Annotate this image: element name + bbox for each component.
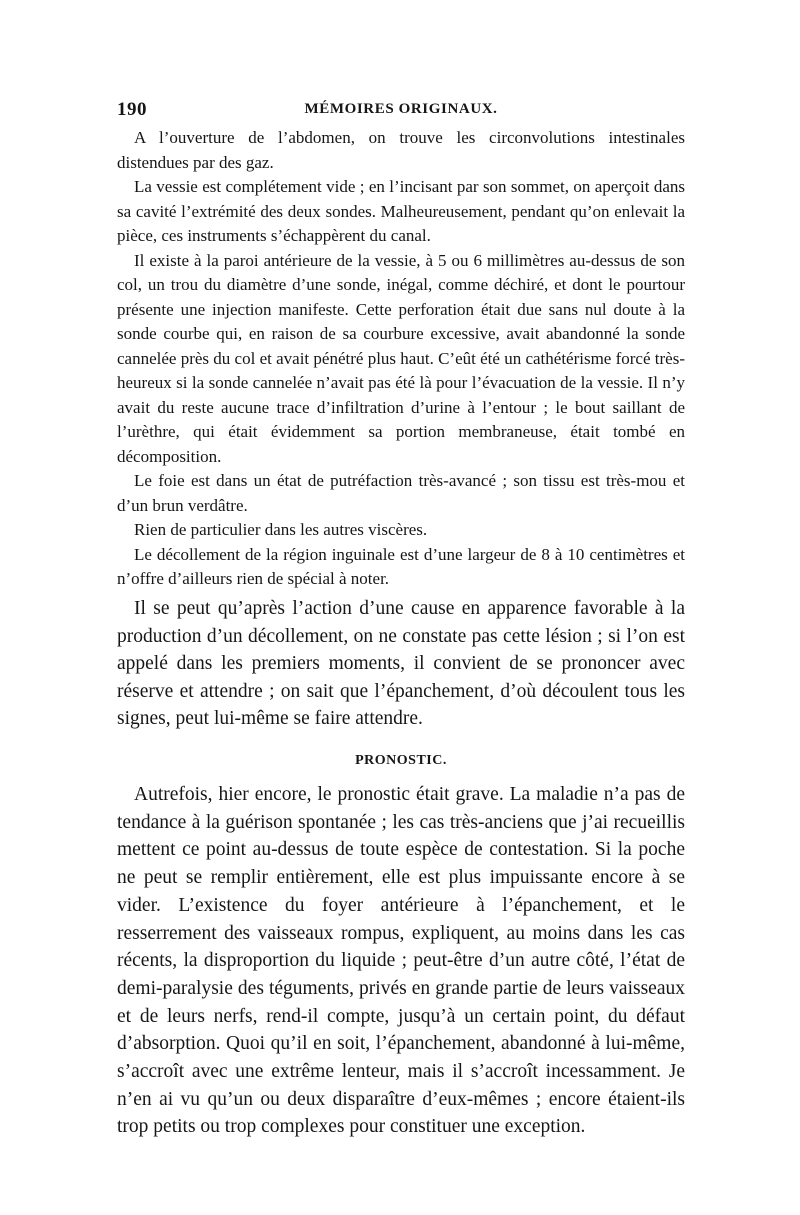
paragraph-perforation: Il existe à la paroi antérieure de la vessie, à 5 ou 6 millimètres au-dessus de son col, un trou du diamètre d’une sonde, inégal, comme déchiré, et dont le pourtour présente une injection manifeste. Cette perforation était due sans nul doute à la sonde courbe qui, en raison de sa courbure excessive, avait abandonné la sonde cannelée près du col et avait pénétré plus haut. C’eût été un cathétérisme forcé très-heureux si la sonde cannelée n’avait pas été là pour l’évacuation de la vessie. Il n’y avait du reste aucune trace d’infiltration d’urine à l’entour ; le bout saillant de l’urèthre, qui était évidemment sa portion membraneuse, était tombé en décomposition.: [117, 250, 685, 466]
paragraph-visceres: Rien de particulier dans les autres viscères.: [134, 520, 428, 539]
paragraph-abdomen: A l’ouverture de l’abdomen, on trouve les circonvolutions intestinales distendues par des gaz.: [117, 128, 685, 172]
case-report-text: [117, 126, 685, 592]
page-header: [117, 99, 685, 123]
paragraph-foie: Le foie est dans un état de putréfaction très-avancé ; son tissu est très-mou et d’un brun verdâtre.: [117, 471, 685, 515]
section-body: [117, 781, 685, 1141]
paragraph-decollement: Le décollement de la région inguinale est d’une largeur de 8 à 10 centimètres et n’offre d’ailleurs rien de spécial à noter.: [117, 544, 685, 588]
page-number: 190: [117, 99, 147, 120]
commentary-text: [117, 595, 685, 733]
running-title: MÉMOIRES ORIGINAUX.: [304, 101, 498, 117]
paragraph-pronostic: Autrefois, hier encore, le pronostic était grave. La maladie n’a pas de tendance à la guérison spontanée ; les cas très-anciens que j’ai recueillis mettent ce point au-dessus de toute espèce de contestation. Si la poche ne peut se remplir entièrement, elle est plus impuissante encore à se vider. L’existence du foyer antérieure à l’épanchement, et le resserrement des vaisseaux rompus, expliquent, au moins dans les cas récents, la disproportion du liquide ; peut-être d’un autre côté, l’état de demi-paralysie des téguments, privés en grande partie de leurs vaisseaux et de leurs nerfs, rend-il compte, jusqu’à un certain point, du défaut d’absorption. Quoi qu’il en soit, l’épanchement, abandonné à lui-même, s’accroît avec une extrême lenteur, mais il s’accroît incessamment. Je n’en ai vu qu’un ou deux disparaître d’eux-mêmes ; encore étaient-ils trop petits ou trop complexes pour constituer une exception.: [117, 784, 685, 1138]
paragraph-commentary: Il se peut qu’après l’action d’une cause en apparence favorable à la production d’un décollement, on ne constate pas cette lésion ; si l’on est appelé dans les premiers moments, il convient de se prononcer avec réserve et attendre ; on sait que l’épanchement, d’où découlent tous les signes, peut lui-même se faire attendre.: [117, 598, 685, 729]
paragraph-vessie: La vessie est complétement vide ; en l’incisant par son sommet, on aperçoit dans sa cavité l’extrémité des deux sondes. Malheureusement, pendant qu’on enlevait la pièce, ces instruments s’échappèrent du canal.: [117, 177, 685, 245]
section-title: PRONOSTIC.: [355, 753, 447, 768]
